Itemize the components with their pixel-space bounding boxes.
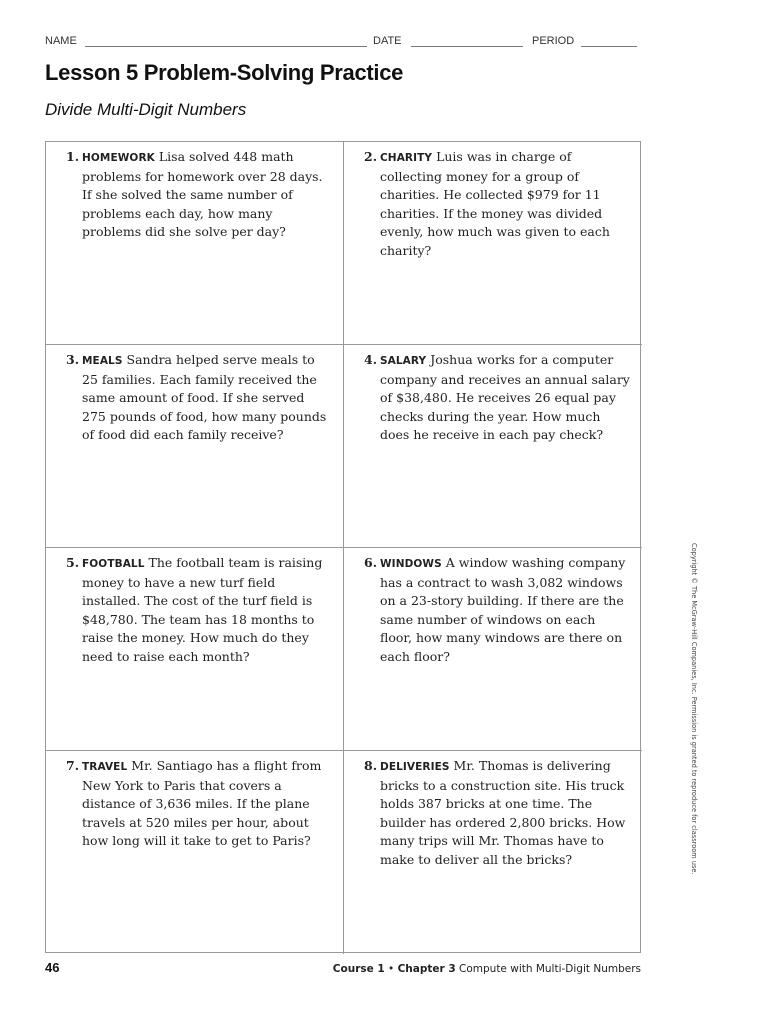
name-field[interactable] [85, 46, 367, 47]
problem-topic: WINDOWS [380, 558, 442, 570]
lesson-title: Lesson 5 Problem-Solving Practice [45, 60, 404, 85]
problem-text: Sandra helped serve meals to 25 families. Each family received the same amount of food. If she served 275 pounds of food, how many pounds of food did each family receive? [82, 352, 327, 442]
problem-3 [66, 351, 331, 445]
problem-topic: SALARY [380, 355, 427, 367]
problem-cell-2[interactable] [344, 142, 642, 345]
problem-text: A window washing company has a contract to wash 3,082 windows on a 23-story building. If there are the same number of windows on each floor, how many windows are there on each floor? [380, 555, 626, 664]
problem-text: Mr. Thomas is delivering bricks to a construction site. His truck holds 387 bricks at one time. The builder has ordered 2,800 bricks. How many trips will Mr. Thomas have to make to deliver all the bricks? [380, 758, 626, 867]
problem-cell-7[interactable] [46, 751, 344, 954]
problem-grid [45, 141, 641, 953]
problem-4 [364, 351, 630, 445]
problem-cell-3[interactable] [46, 345, 344, 548]
problem-number: 7. [66, 758, 80, 773]
problem-6 [364, 554, 630, 666]
problem-text: Joshua works for a computer company and receives an annual salary of $38,480. He receives 26 equal pay checks during the year. How much does he receive in each pay check? [380, 352, 630, 442]
period-label: PERIOD [532, 35, 575, 47]
problem-5 [66, 554, 331, 666]
problem-text: Luis was in charge of collecting money for a group of charities. He collected $979 for 11 charities. If the money was divided evenly, how much was given to each charity? [380, 149, 610, 258]
problem-number: 6. [364, 555, 378, 570]
problem-number: 3. [66, 352, 80, 367]
problem-topic: TRAVEL [82, 761, 128, 773]
problem-cell-6[interactable] [344, 548, 642, 751]
problem-cell-5[interactable] [46, 548, 344, 751]
problem-number: 5. [66, 555, 80, 570]
problem-number: 1. [66, 149, 80, 164]
problem-text: Mr. Santiago has a flight from New York to Paris that covers a distance of 3,636 miles. If the plane travels at 520 miles per hour, about how long will it take to get to Paris? [82, 758, 322, 848]
problem-number: 4. [364, 352, 378, 367]
footer-bullet: • [388, 963, 395, 975]
problem-text: The football team is raising money to have a new turf field installed. The cost of the turf field is $48,780. The team has 18 months to raise the money. How much do they need to raise each month? [82, 555, 323, 664]
footer-chapter-title: Compute with Multi-Digit Numbers [459, 963, 641, 975]
footer-course-info [333, 963, 641, 975]
problem-topic: HOMEWORK [82, 152, 155, 164]
problem-text: Lisa solved 448 math problems for homework over 28 days. If she solved the same number of problems each day, how many problems did she solve per day? [82, 149, 323, 239]
problem-number: 2. [364, 149, 378, 164]
problem-7 [66, 757, 331, 851]
problem-cell-4[interactable] [344, 345, 642, 548]
period-field[interactable] [581, 46, 637, 47]
problem-8 [364, 757, 630, 869]
student-info-header [45, 33, 645, 51]
problem-1 [66, 148, 331, 242]
problem-2 [364, 148, 630, 260]
date-field[interactable] [411, 46, 523, 47]
problem-topic: DELIVERIES [380, 761, 450, 773]
copyright-notice: Copyright © The McGraw-Hill Companies, Inc. Permission is granted to reproduce for classroom use. [690, 543, 698, 875]
footer-chapter: Chapter 3 [397, 963, 456, 975]
page-number: 46 [45, 960, 60, 975]
lesson-subtitle: Divide Multi-Digit Numbers [45, 100, 247, 119]
problem-number: 8. [364, 758, 378, 773]
problem-topic: FOOTBALL [82, 558, 145, 570]
problem-topic: CHARITY [380, 152, 433, 164]
name-label: NAME [45, 35, 77, 47]
problem-topic: MEALS [82, 355, 123, 367]
problem-cell-1[interactable] [46, 142, 344, 345]
problem-cell-8[interactable] [344, 751, 642, 954]
footer-course: Course 1 [332, 963, 385, 975]
date-label: DATE [373, 35, 402, 47]
